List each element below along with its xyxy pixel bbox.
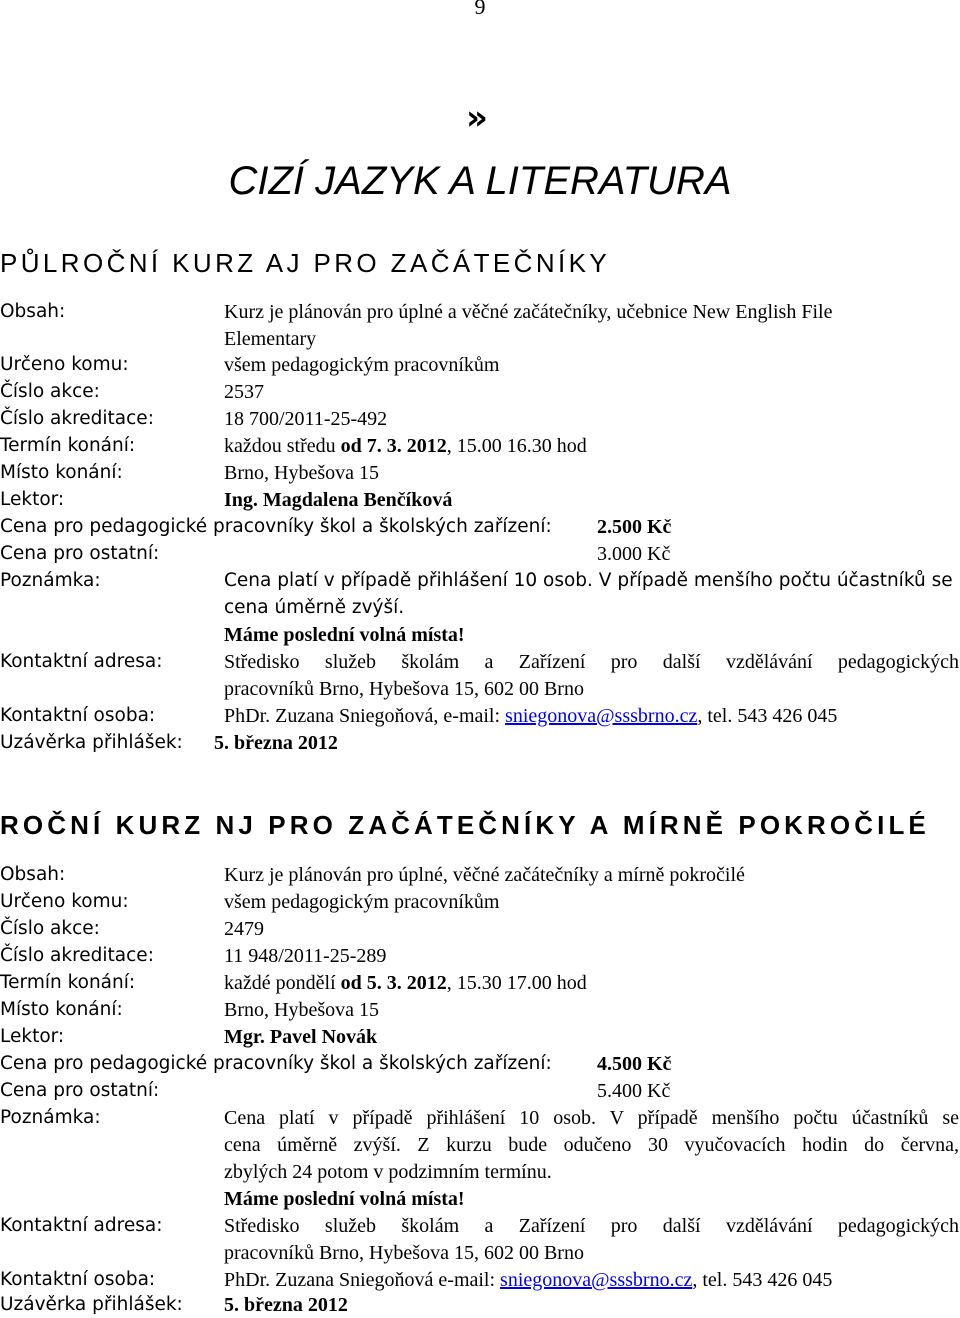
osoba-label: Kontaktní osoba: — [0, 1269, 156, 1290]
akreditace-label: Číslo akreditace: — [0, 408, 154, 429]
cena-ost-label: Cena pro ostatní: — [0, 543, 160, 564]
cena-ost-label: Cena pro ostatní: — [0, 1080, 160, 1101]
termin-time: , 15.00 16.30 hod — [446, 435, 587, 457]
urceno-label: Určeno komu: — [0, 354, 129, 375]
akreditace-value: 18 700/2011-25-492 — [224, 408, 388, 430]
termin-date: od 5. 3. 2012 — [340, 972, 447, 994]
osoba-name: PhDr. Zuzana Sniegoňová, e-mail: — [224, 705, 506, 727]
lektor-label: Lektor: — [0, 489, 65, 510]
lektor-value: Mgr. Pavel Novák — [224, 1026, 378, 1048]
termin-label: Termín konání: — [0, 435, 136, 456]
termin-time: , 15.30 17.00 hod — [446, 972, 587, 994]
poznamka-line: Cena platí v případě přihlášení 10 osob. V případě menšího počtu účastníků se — [224, 1107, 959, 1129]
osoba-name: PhDr. Zuzana Sniegoňová e-mail: — [224, 1269, 501, 1291]
osoba-phone: , tel. 543 426 045 — [692, 1269, 833, 1291]
obsah-value-cont: Elementary — [224, 328, 317, 350]
adresa-label: Kontaktní adresa: — [0, 1215, 163, 1236]
osoba-label: Kontaktní osoba: — [0, 705, 156, 726]
osoba-value — [224, 1267, 832, 1293]
uzaverka-label: Uzávěrka přihlášek: — [0, 1294, 183, 1315]
cena-ped-label: Cena pro pedagogické pracovníky škol a školských zařízení: — [0, 1053, 552, 1074]
lektor-label: Lektor: — [0, 1026, 65, 1047]
termin-label: Termín konání: — [0, 972, 136, 993]
page-number: 9 — [474, 0, 486, 19]
obsah-value: Kurz je plánován pro úplné, věčné začátečníky a mírně pokročilé — [224, 864, 745, 886]
obsah-value: Kurz je plánován pro úplné a věčné začátečníky, učebnice New English File — [224, 301, 833, 323]
uzaverka-label: Uzávěrka přihlášek: — [0, 732, 183, 753]
cislo-akce-value: 2537 — [224, 381, 264, 403]
mista-note: Máme poslední volná místa! — [224, 1188, 465, 1210]
urceno-value: všem pedagogickým pracovníkům — [224, 891, 500, 913]
poznamka-label: Poznámka: — [0, 1107, 101, 1128]
urceno-label: Určeno komu: — [0, 891, 129, 912]
section-title-nj: ROČNÍ KURZ NJ PRO ZAČÁTEČNÍKY A MÍRNĚ POKROČILÉ — [0, 810, 930, 840]
cena-ped-value: 2.500 Kč — [597, 516, 672, 538]
email-link[interactable]: sniegonova@sssbrno.cz — [505, 705, 698, 727]
section-title-aj: PŮLROČNÍ KURZ AJ PRO ZAČÁTEČNÍKY — [0, 248, 611, 278]
cena-ped-label: Cena pro pedagogické pracovníky škol a školských zařízení: — [0, 516, 552, 537]
osoba-phone: , tel. 543 426 045 — [697, 705, 838, 727]
misto-value: Brno, Hybešova 15 — [224, 462, 379, 484]
adresa-line: pracovníků Brno, Hybešova 15, 602 00 Brno — [224, 678, 584, 700]
poznamka-line: cena úměrně zvýší. Z kurzu bude odučeno 30 vyučovacích hodin do června, — [224, 1134, 959, 1156]
poznamka-line: zbylých 24 potom v podzimním termínu. — [224, 1161, 552, 1183]
cena-ost-value: 3.000 Kč — [597, 543, 671, 565]
cislo-akce-label: Číslo akce: — [0, 381, 100, 402]
chevron-icon: » — [466, 98, 488, 138]
obsah-label: Obsah: — [0, 864, 66, 885]
termin-date: od 7. 3. 2012 — [340, 435, 447, 457]
mista-note: Máme poslední volná místa! — [224, 624, 465, 646]
misto-label: Místo konání: — [0, 462, 123, 483]
cena-ost-value: 5.400 Kč — [597, 1080, 671, 1102]
adresa-line: Středisko služeb školám a Zařízení pro další vzdělávání pedagogických — [224, 1215, 959, 1237]
termin-pre: každé pondělí — [224, 972, 341, 994]
osoba-value — [224, 703, 837, 729]
cena-ped-value: 4.500 Kč — [597, 1053, 672, 1075]
akreditace-value: 11 948/2011-25-289 — [224, 945, 387, 967]
uzaverka-value: 5. března 2012 — [214, 732, 338, 754]
akreditace-label: Číslo akreditace: — [0, 945, 154, 966]
cislo-akce-label: Číslo akce: — [0, 918, 100, 939]
urceno-value: všem pedagogickým pracovníkům — [224, 354, 500, 376]
poznamka-line: Cena platí v případě přihlášení 10 osob. V případě menšího počtu účastníků se — [224, 570, 953, 591]
uzaverka-value: 5. března 2012 — [224, 1294, 348, 1316]
termin-value — [224, 970, 587, 996]
lektor-value: Ing. Magdalena Benčíková — [224, 489, 453, 511]
termin-value — [224, 433, 587, 459]
misto-value: Brno, Hybešova 15 — [224, 999, 379, 1021]
poznamka-line: cena úměrně zvýší. — [224, 597, 405, 618]
poznamka-label: Poznámka: — [0, 570, 101, 591]
adresa-line: pracovníků Brno, Hybešova 15, 602 00 Brno — [224, 1242, 584, 1264]
page-title: CIZÍ JAZYK A LITERATURA — [228, 159, 732, 203]
cislo-akce-value: 2479 — [224, 918, 264, 940]
adresa-label: Kontaktní adresa: — [0, 651, 163, 672]
termin-pre: každou středu — [224, 435, 341, 457]
adresa-line: Středisko služeb školám a Zařízení pro další vzdělávání pedagogických — [224, 651, 959, 673]
email-link[interactable]: sniegonova@sssbrno.cz — [500, 1269, 693, 1291]
misto-label: Místo konání: — [0, 999, 123, 1020]
obsah-label: Obsah: — [0, 301, 66, 322]
